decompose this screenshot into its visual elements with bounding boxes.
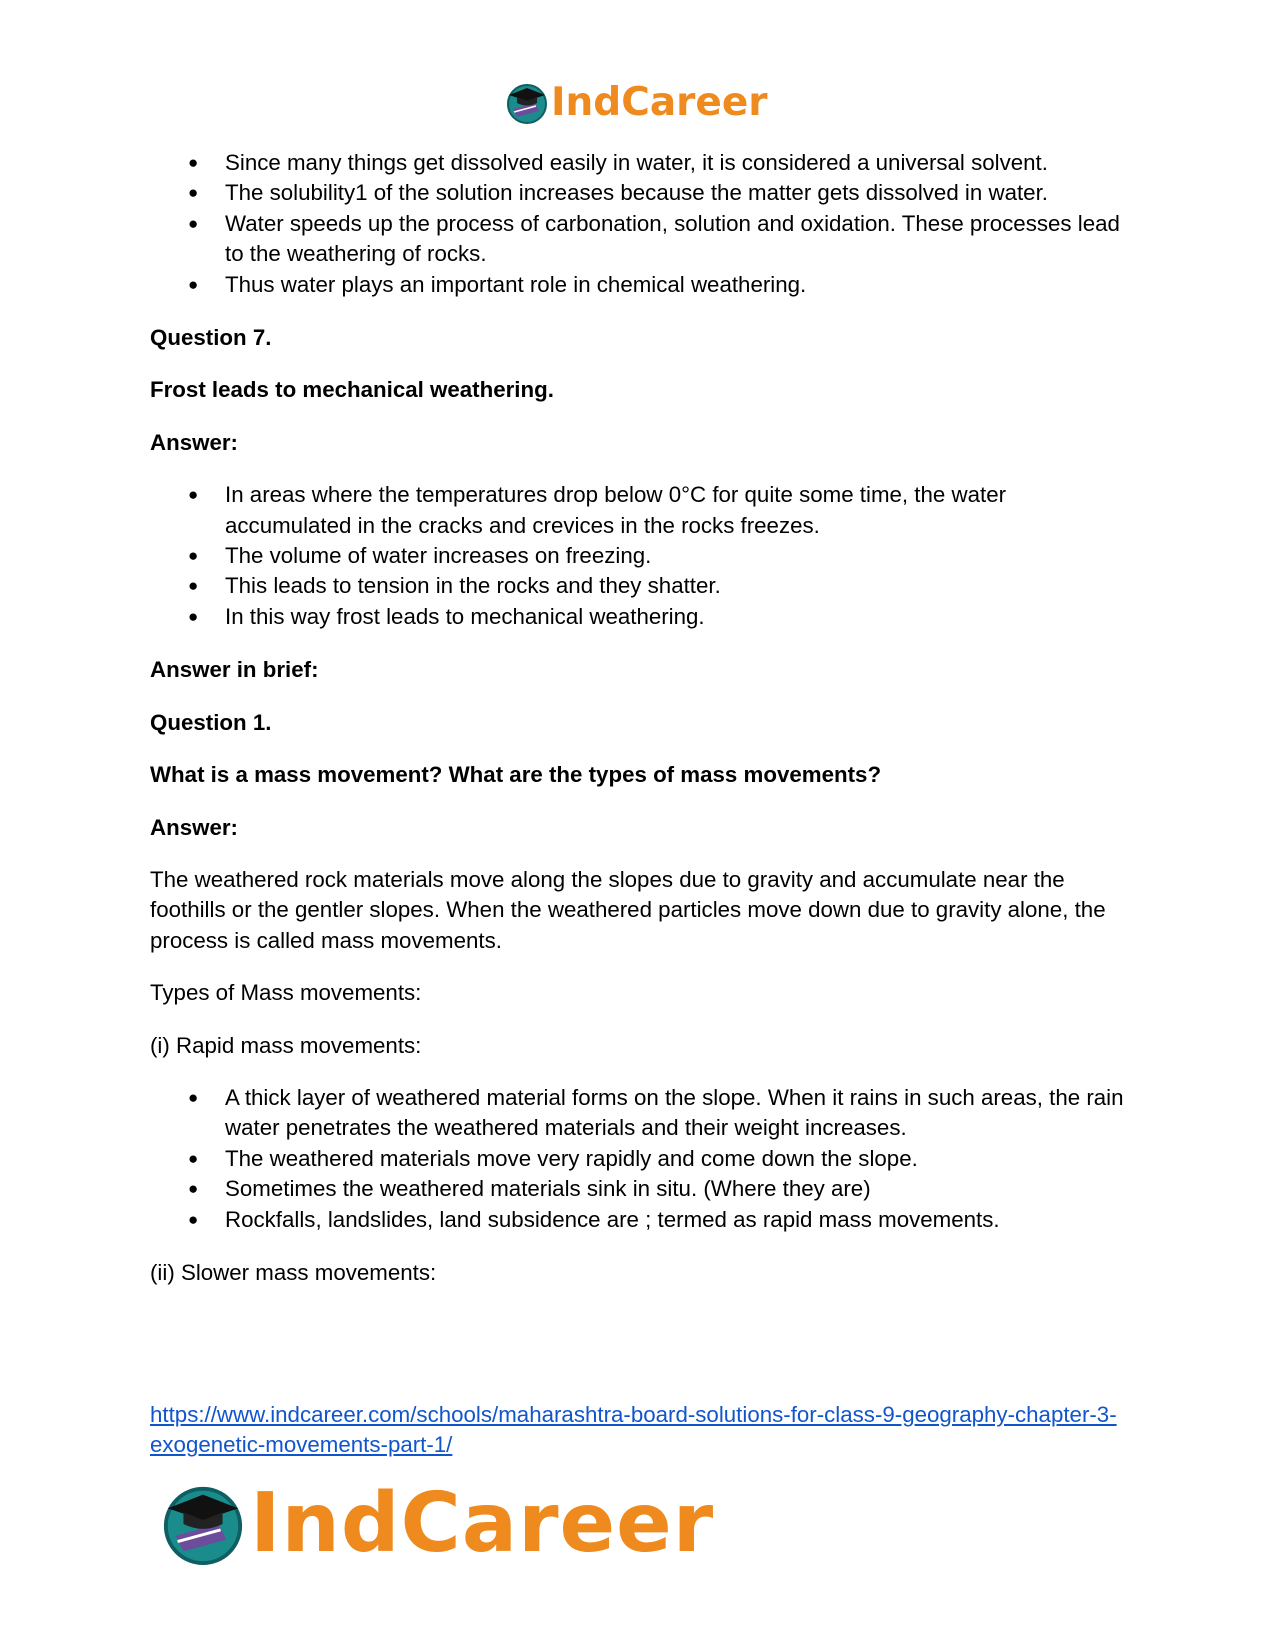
list-item: ● The solubility1 of the solution increases because the matter gets dissolved in water. [150,178,1130,208]
list-item: ● In areas where the temperatures drop below 0°C for quite some time, the water accumulated in the cracks and crevices in the rocks freezes. [150,480,1130,541]
list-item: ● This leads to tension in the rocks and they shatter. [150,571,1130,601]
rapid-bullet-list [150,1083,1130,1235]
list-item: ● The volume of water increases on freezing. [150,541,1130,571]
rapid-heading: (i) Rapid mass movements: [150,1032,422,1058]
section-heading: Answer in brief: [150,657,319,683]
footer-link-block [150,1400,1150,1460]
intro-bullet-list [150,148,1130,300]
question-7-bullet-list [150,480,1130,632]
source-link[interactable]: https://www.indcareer.com/schools/maharashtra-board-solutions-for-class-9-geography-chapter-3-exogenetic-movements-part-1/ [150,1402,1117,1457]
header-logo [505,80,768,125]
graduation-globe-icon [505,81,549,125]
logo-wordmark: IndCareer [250,1476,715,1571]
types-heading: Types of Mass movements: [150,980,422,1006]
list-item: ● Sometimes the weathered materials sink in situ. (Where they are) [150,1174,1130,1204]
list-item: ● A thick layer of weathered material forms on the slope. When it rains in such areas, the rain water penetrates the weathered materials and their weight increases. [150,1083,1130,1144]
logo-wordmark: IndCareer [551,80,768,125]
question-1-statement: What is a mass movement? What are the types of mass movements? [150,762,882,788]
slower-heading: (ii) Slower mass movements: [150,1259,437,1285]
answer-paragraph: The weathered rock materials move along the slopes due to gravity and accumulate near the foothills or the gentler slopes. When the weathered particles move down due to gravity alone, the process is called mass movements. [150,866,1106,953]
list-item: ● In this way frost leads to mechanical weathering. [150,602,1130,632]
document-body [150,148,1130,1288]
question-7-label: Question 7. [150,325,272,351]
list-item: ● The weathered materials move very rapidly and come down the slope. [150,1144,1130,1174]
list-item: ● Since many things get dissolved easily in water, it is considered a universal solvent. [150,148,1130,178]
question-1-label: Question 1. [150,709,272,735]
footer-logo [160,1476,714,1571]
question-7-answer-label: Answer: [150,429,238,455]
list-item: ● Water speeds up the process of carbonation, solution and oxidation. These processes lead to the weathering of rocks. [150,209,1130,270]
list-item: ● Rockfalls, landslides, land subsidence are ; termed as rapid mass movements. [150,1205,1130,1235]
question-1-answer-label: Answer: [150,814,238,840]
question-7-statement: Frost leads to mechanical weathering. [150,377,554,403]
graduation-globe-icon [160,1481,246,1567]
list-item: ● Thus water plays an important role in chemical weathering. [150,270,1130,300]
